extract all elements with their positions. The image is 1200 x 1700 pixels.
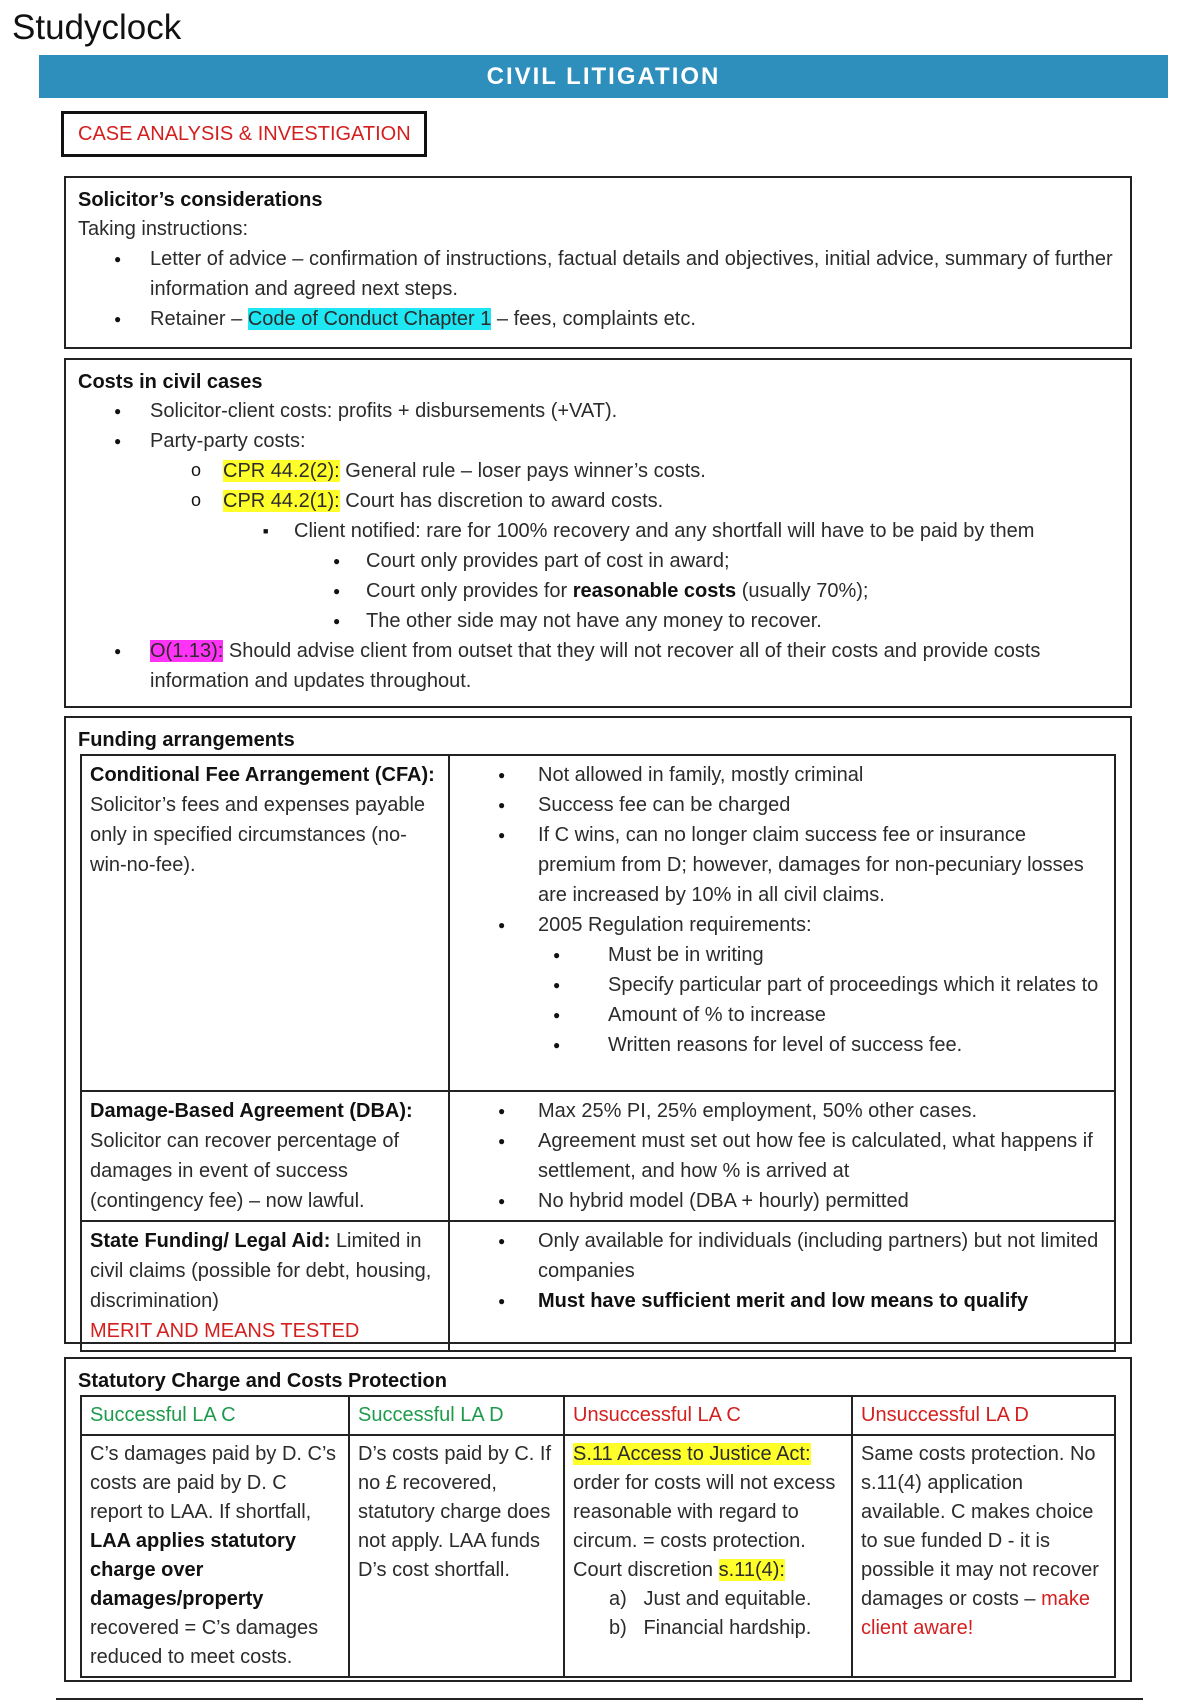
code-of-conduct-reference: Code of Conduct Chapter 1 (247, 308, 492, 330)
funding-box (64, 716, 1132, 1344)
table-cell: C’s damages paid by D. C’s costs are paid by D. C report to LAA. If shortfall, LAA applies statutory charge over damages/property recovered = C’s damages reduced to meet costs. (81, 1435, 349, 1677)
statutory-charge-box (64, 1357, 1132, 1682)
bullet-list (78, 396, 1118, 696)
list-item: ● Solicitor-client costs: profits + disbursements (+VAT). (78, 396, 1118, 426)
table-row (81, 1435, 1115, 1677)
table-cell: Same costs protection. No s.11(4) application available. C makes choice to sue funded D - it is possible it may not recover damages or costs – make client aware! (852, 1435, 1115, 1677)
rule-reference: CPR 44.2(2): (223, 460, 340, 482)
table-header-row (81, 1396, 1115, 1435)
statute-reference: S.11 Access to Justice Act: (573, 1443, 811, 1465)
list-item: o CPR 44.2(1): Court has discretion to award costs. (78, 486, 1118, 516)
rule-reference: CPR 44.2(1): (223, 490, 340, 512)
brand-name: Studyclock (12, 8, 182, 47)
list-item: ● No hybrid model (DBA + hourly) permitted (458, 1186, 1106, 1216)
list-item: a) Just and equitable. (609, 1588, 812, 1610)
list-item: ● O(1.13): Should advise client from outset that they will not recover all of their costs and provide costs information and updates throughout. (78, 636, 1118, 696)
list-item: ● Specify particular part of proceedings which it relates to (458, 970, 1106, 1000)
column-header: Successful LA C (81, 1396, 349, 1435)
list-item: ● Amount of % to increase (458, 1000, 1106, 1030)
list-item: ● Not allowed in family, mostly criminal (458, 760, 1106, 790)
list-item: ● Only available for individuals (including partners) but not limited companies (458, 1226, 1106, 1286)
column-header: Unsuccessful LA D (852, 1396, 1115, 1435)
intro-text: Taking instructions: (78, 218, 249, 240)
statute-reference: s.11(4): (718, 1559, 785, 1581)
list-item: ● Court only provides for reasonable costs (usually 70%); (78, 576, 1118, 606)
page-title-banner: CIVIL LITIGATION (39, 55, 1168, 98)
table-cell: S.11 Access to Justice Act: order for costs will not excess reasonable with regard to circum. = costs protection. Court discretion s.11(4): a) Just and equitable. b) Financial hardship. (564, 1435, 852, 1677)
merit-means-flag: MERIT AND MEANS TESTED (90, 1320, 360, 1342)
funding-table (80, 754, 1116, 1352)
table-cell (449, 1221, 1115, 1351)
list-item: ■ Client notified: rare for 100% recovery and any shortfall will have to be paid by them (78, 516, 1118, 546)
column-header: Successful LA D (349, 1396, 564, 1435)
box-title: Costs in civil cases (78, 371, 263, 393)
list-item: ● Success fee can be charged (458, 790, 1106, 820)
box-title: Solicitor’s considerations (78, 189, 323, 211)
table-row (81, 1221, 1115, 1351)
table-cell: D’s costs paid by C. If no £ recovered, statutory charge does not apply. LAA funds D’s cost shortfall. (349, 1435, 564, 1677)
list-item: b) Financial hardship. (609, 1617, 812, 1639)
list-item: ● 2005 Regulation requirements: (458, 910, 1106, 940)
table-row (81, 1091, 1115, 1221)
statutory-table (80, 1395, 1116, 1678)
list-item: ● Letter of advice – confirmation of instructions, factual details and objectives, initial advice, summary of further information and agreed next steps. (78, 244, 1118, 304)
table-cell (449, 755, 1115, 1091)
column-header: Unsuccessful LA C (564, 1396, 852, 1435)
list-item: ● Retainer – Code of Conduct Chapter 1 – fees, complaints etc. (78, 304, 1118, 334)
solicitor-considerations-box (64, 176, 1132, 349)
list-item: ● The other side may not have any money to recover. (78, 606, 1118, 636)
table-cell: Conditional Fee Arrangement (CFA): Solicitor’s fees and expenses payable only in specified circumstances (no-win-no-fee). (81, 755, 449, 1091)
warning-text: make client aware! (861, 1588, 1090, 1639)
table-cell (449, 1091, 1115, 1221)
list-item: ● Max 25% PI, 25% employment, 50% other cases. (458, 1096, 1106, 1126)
list-item: ● Written reasons for level of success fee. (458, 1030, 1106, 1060)
section-tag: CASE ANALYSIS & INVESTIGATION (61, 111, 427, 157)
box-title: Statutory Charge and Costs Protection (78, 1370, 447, 1392)
rule-reference: O(1.13): (150, 640, 224, 662)
list-item: ● Must have sufficient merit and low means to qualify (458, 1286, 1106, 1316)
table-cell: State Funding/ Legal Aid: Limited in civil claims (possible for debt, housing, discrimination) MERIT AND MEANS TESTED (81, 1221, 449, 1351)
list-item: ● Agreement must set out how fee is calculated, what happens if settlement, and how % is arrived at (458, 1126, 1106, 1186)
list-item: o CPR 44.2(2): General rule – loser pays winner’s costs. (78, 456, 1118, 486)
list-item: ● Party-party costs: (78, 426, 1118, 456)
table-row (81, 755, 1115, 1091)
costs-box (64, 358, 1132, 708)
box-title: Funding arrangements (78, 729, 295, 751)
list-item: ● Court only provides part of cost in award; (78, 546, 1118, 576)
bullet-list (78, 244, 1118, 334)
table-cell: Damage-Based Agreement (DBA): Solicitor can recover percentage of damages in event of success (contingency fee) – now lawful. (81, 1091, 449, 1221)
list-item: ● If C wins, can no longer claim success fee or insurance premium from D; however, damages for non-pecuniary losses are increased by 10% in all civil claims. (458, 820, 1106, 910)
list-item: ● Must be in writing (458, 940, 1106, 970)
